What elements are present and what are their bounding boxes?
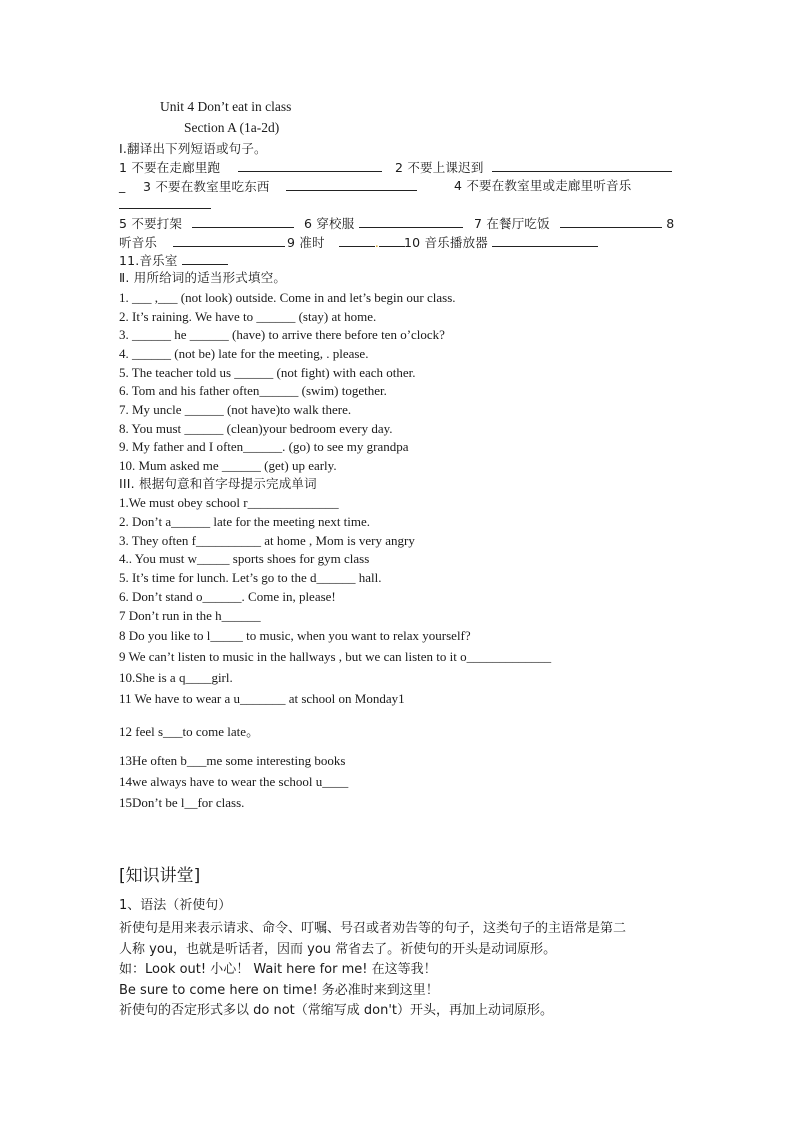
answer-blank[interactable]: [339, 234, 375, 247]
part3-item: 15Don’t be l__for class.: [119, 795, 245, 810]
answer-blank[interactable]: [119, 196, 211, 209]
part3-item: 9 We can’t listen to music in the hallways , but we can listen to it o_____________: [119, 649, 552, 664]
part1-item-5: [119, 215, 294, 232]
answer-blank[interactable]: [560, 215, 662, 228]
part2-item: 3. ______ he ______ (have) to arrive there before ten o’clock?: [119, 327, 445, 342]
answer-blank[interactable]: [192, 215, 294, 228]
section-title: Section A (1a-2d): [184, 120, 280, 135]
part1-item-10-text: 10 音乐播放器: [404, 235, 488, 250]
part1-item-9-text: 9 准时: [287, 235, 325, 250]
grammar-example-line: Be sure to come here on time! 务必准时来到这里！: [119, 983, 439, 998]
part1-item-4: 4 不要在教室里或走廊里听音乐: [454, 178, 632, 193]
part3-heading: III. 根据句意和首字母提示完成单词: [119, 476, 317, 491]
part2-item: 5. The teacher told us ______ (not fight) with each other.: [119, 365, 416, 380]
part1-item-7: [474, 215, 674, 232]
part2-item: 2. It’s raining. We have to ______ (stay) at home.: [119, 309, 377, 324]
answer-blank[interactable]: [492, 234, 598, 247]
part2-item: 8. You must ______ (clean)your bedroom every day.: [119, 421, 393, 436]
part1-item-11-text: 11.音乐室: [119, 253, 178, 268]
answer-blank[interactable]: [492, 159, 672, 172]
part2-item: 9. My father and I often______. (go) to see my grandpa: [119, 439, 409, 454]
part3-item: 5. It’s time for lunch. Let’s go to the d______ hall.: [119, 570, 382, 585]
grammar-explanation-line: 祈使句是用来表示请求、命令、叮嘱、号召或者劝告等的句子，这类句子的主语常是第二: [119, 921, 627, 936]
part3-item: 11 We have to wear a u_______ at school on Monday1: [119, 691, 405, 706]
stray-mark: .: [374, 235, 380, 250]
part3-item: 6. Don’t stand o______. Come in, please!: [119, 589, 336, 604]
part1-item-8-text: 听音乐: [119, 235, 158, 250]
part1-item-8: [119, 234, 285, 251]
part2-item: 10. Mum asked me ______ (get) up early.: [119, 458, 337, 473]
part2-item: 6. Tom and his father often______ (swim) together.: [119, 383, 387, 398]
part3-item: 4.. You must w_____ sports shoes for gym class: [119, 551, 370, 566]
part1-item-1-text: 1 不要在走廊里跑: [119, 160, 221, 175]
part3-item: 8 Do you like to l_____ to music, when you want to relax yourself?: [119, 628, 471, 643]
knowledge-heading: [知识讲堂]: [119, 866, 201, 886]
part1-item-6-text: 6 穿校服: [304, 216, 355, 231]
answer-blank[interactable]: [286, 178, 417, 191]
part3-item: 14we always have to wear the school u____: [119, 774, 349, 789]
part1-heading: I.翻译出下列短语或句子。: [119, 141, 267, 156]
part1-item-4-blank-line: [119, 196, 211, 213]
part3-item: 1.We must obey school r______________: [119, 495, 339, 510]
part2-item: 1. ___ ,___ (not look) outside. Come in and let’s begin our class.: [119, 290, 456, 305]
part3-item: 3. They often f__________ at home , Mom is very angry: [119, 533, 415, 548]
part1-item-11: [119, 252, 228, 269]
answer-blank[interactable]: [238, 159, 382, 172]
grammar-explanation-line: 人称 you，也就是听话者，因而 you 常省去了。祈使句的开头是动词原形。: [119, 942, 557, 957]
answer-blank[interactable]: [379, 234, 405, 247]
part2-heading: Ⅱ. 用所给词的适当形式填空。: [119, 270, 287, 285]
part1-item-2: [395, 159, 672, 176]
part1-item-6: [304, 215, 463, 232]
answer-blank[interactable]: [173, 234, 285, 247]
part1-item-7-text: 7 在餐厅吃饭: [474, 216, 550, 231]
part1-item-3: [143, 178, 417, 195]
part1-item-5-text: 5 不要打架: [119, 216, 183, 231]
part3-item: 10.She is a q____girl.: [119, 670, 233, 685]
part1-item-3-text: 3 不要在教室里吃东西: [143, 179, 270, 194]
unit-title: Unit 4 Don’t eat in class: [160, 99, 292, 114]
part3-item: 2. Don’t a______ late for the meeting next time.: [119, 514, 371, 529]
part1-row2-underscore: _: [119, 178, 126, 193]
grammar-point-title: 1、语法（祈使句）: [119, 898, 232, 913]
part3-item: 12 feel s___to come late。: [119, 724, 260, 739]
grammar-explanation-line: 祈使句的否定形式多以 do not（常缩写成 don't）开头，再加上动词原形。: [119, 1003, 554, 1018]
part2-item: 7. My uncle ______ (not have)to walk there.: [119, 402, 352, 417]
part1-item-8-number: 8: [666, 216, 675, 231]
answer-blank[interactable]: [359, 215, 463, 228]
part1-item-9: [287, 234, 405, 251]
part2-item: 4. ______ (not be) late for the meeting, . please.: [119, 346, 369, 361]
grammar-example-line: 如：Look out! 小心！ Wait here for me! 在这等我！: [119, 962, 437, 977]
part3-item: 13He often b___me some interesting books: [119, 753, 346, 768]
part1-item-2-text: 2 不要上课迟到: [395, 160, 484, 175]
part1-item-10: [404, 234, 598, 251]
part3-item: 7 Don’t run in the h______: [119, 608, 261, 623]
answer-blank[interactable]: [182, 252, 228, 265]
part1-item-1: [119, 159, 382, 176]
